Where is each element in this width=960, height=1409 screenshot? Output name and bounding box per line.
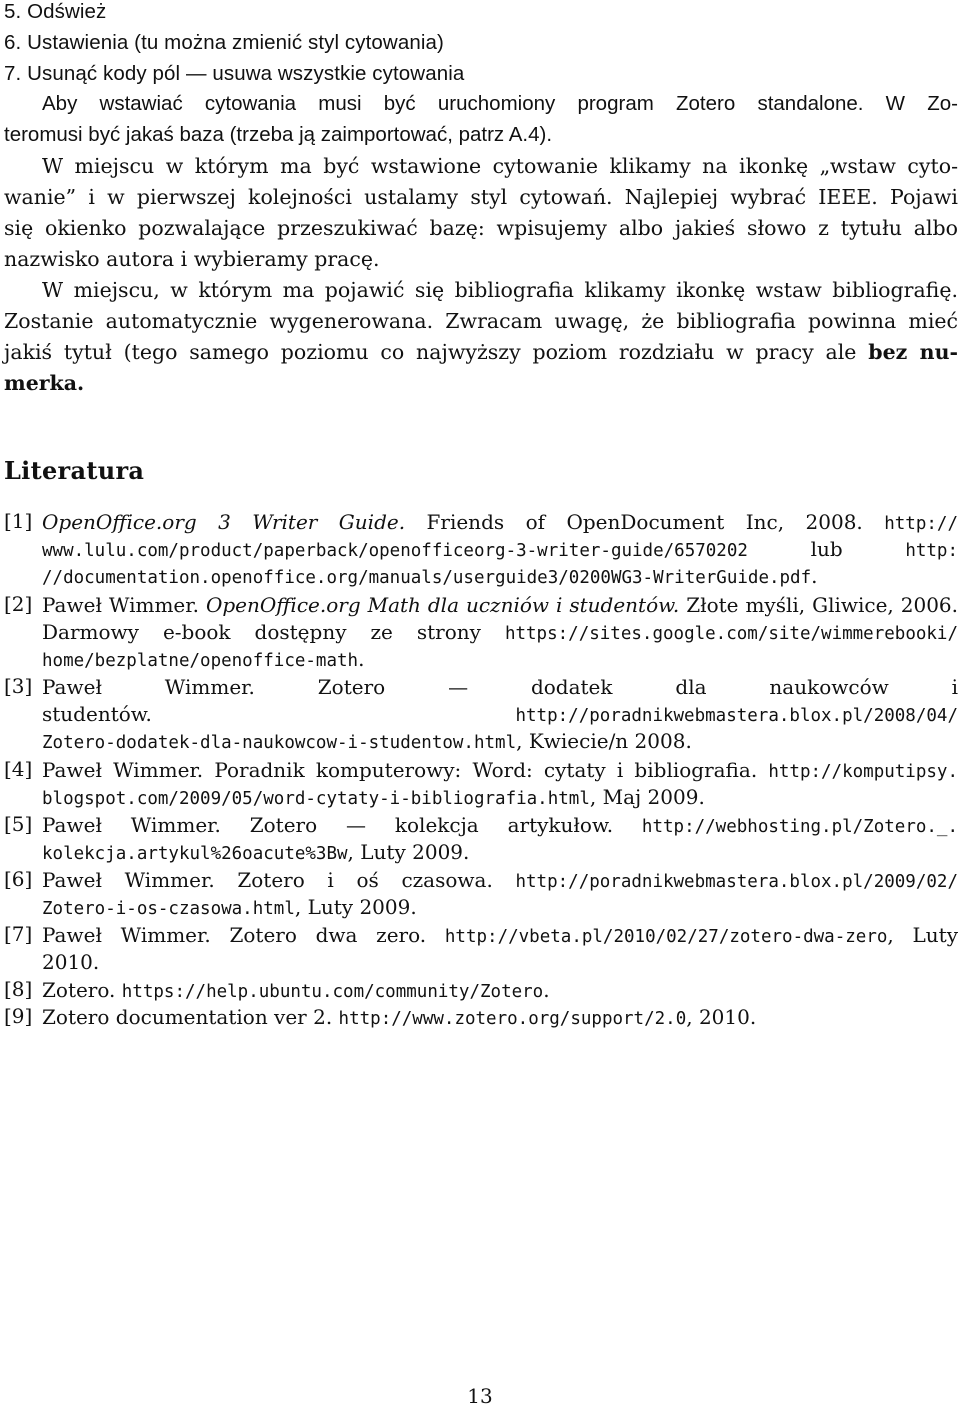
url-link[interactable]: Zotero-i-os-czasowa.html — [42, 899, 295, 919]
url-link[interactable]: http://komputipsy. — [768, 762, 958, 782]
url-link[interactable]: http://vbeta.pl/2010/02/27/zotero-dwa-zero — [444, 927, 888, 947]
paragraph-line: W miejscu w którym ma być wstawione cytowanie klikamy na ikonkę „wstaw cyto- — [42, 154, 958, 178]
url-link[interactable]: http://poradnikwebmastera.blox.pl/2009/02/ — [515, 872, 958, 892]
url-link[interactable]: //documentation.openoffice.org/manuals/userguide3/0200WG3-WriterGuide.pdf — [42, 568, 812, 588]
page-number: 13 — [467, 1384, 493, 1408]
paragraph-line: nazwisko autora i wybieramy pracę. — [4, 247, 380, 271]
url-link[interactable]: http://poradnikwebmastera.blox.pl/2008/04/ — [515, 706, 958, 726]
paragraph-line — [4, 371, 958, 395]
url-link[interactable]: http:// — [884, 514, 958, 534]
url-link[interactable]: home/bezplatne/openoffice-math — [42, 651, 359, 671]
url-link[interactable]: Zotero-dodatek-dla-naukowcow-i-studentow.html — [42, 733, 517, 753]
paragraph-line: wanie” i w pierwszej kolejności ustalamy styl cytowań. Najlepiej wybrać IEEE. Pojawi — [4, 185, 958, 209]
url-link[interactable]: blogspot.com/2009/05/word-cytaty-i-bibliografia.html — [42, 789, 590, 809]
bibliography-heading: Literatura — [4, 456, 145, 485]
url-link[interactable]: http: — [905, 541, 958, 561]
bold-text: merka. — [4, 371, 85, 395]
url-link[interactable]: kolekcja.artykul%26oacute%3Bw — [42, 844, 348, 864]
paragraph-line: Zostanie automatycznie wygenerowana. Zwracam uwagę, że bibliografia powinna mieć — [4, 309, 958, 333]
list-item: 5. Odśwież — [4, 0, 107, 23]
list-item: 7. Usunąć kody pól — usuwa wszystkie cytowania — [4, 62, 465, 85]
url-link[interactable]: https://help.ubuntu.com/community/Zotero — [121, 982, 544, 1002]
bold-text: bez nu- — [868, 340, 958, 364]
paragraph-line: się okienko pozwalające przeszukiwać bazę: wpisujemy albo jakieś słowo z tytułu albo — [4, 216, 958, 240]
paragraph-line: jakiś tytuł (tego samego poziomu co najwyższy poziom rozdziału w pracy ale bez nu- — [4, 340, 958, 364]
url-link[interactable]: http://webhosting.pl/Zotero._. — [641, 817, 958, 837]
paragraph-line: Aby wstawiać cytowania musi być uruchomiony program Zotero standalone. W Zo- — [42, 92, 958, 115]
list-item: 6. Ustawienia (tu można zmienić styl cytowania) — [4, 31, 444, 54]
paragraph-line: teromusi być jakaś baza (trzeba ją zaimportować, patrz A.4). — [4, 123, 553, 146]
url-link[interactable]: https://sites.google.com/site/wimmerebooki/ — [504, 624, 958, 644]
url-link[interactable]: http://www.zotero.org/support/2.0 — [338, 1009, 687, 1029]
document-page: 5. Odśwież 6. Ustawienia (tu można zmienić styl cytowania) 7. Usunąć kody pól — usuwa wszystkie cytowania Aby wstawiać cytowania musi być uruchomiony program Zotero standalone. W Zo- teromusi być jakaś baza (trzeba ją zaimportować, patrz A.4). W miejscu w którym ma być wstawione cytowanie klikamy na ikonkę „wstaw cyto- wanie” i w pierwszej kolejności ustalamy styl cytowań. Najlepiej wybrać IEEE. Pojawi się okienko pozwalające przeszukiwać bazę: wpisujemy albo jakieś słowo z tytułu albo nazwisko autora i wybieramy pracę. W miejscu, w którym ma pojawić się bibliografia klikamy ikonkę wstaw bibliografię. Zostanie automatycznie wygenerowana. Zwracam uwagę, że bibliografia powinna mieć jakiś tytuł (tego samego poziomu co najwyższy poziom rozdziału w pracy ale bez nu- merka. Literatura [1] OpenOffice.org 3 Writer Guide. Friends of OpenDocument Inc, 2008. http:// www.lulu.com/product/paperback/openofficeorg-3-writer-guide/6570202 lub http: //documentation.openoffice.org/manuals/userguide3/0200WG3-WriterGuide.pdf. [2] Paweł Wimmer. OpenOffice.org Math dla uczniów i studentów. Złote myśli, Gliwice, 2006. Darmowy e-book dostępny ze strony https://sites.google.com/site/wimmerebooki/ home/bezplatne/openoffice-math. [3] Paweł Wimmer. Zotero — dodatek dla naukowców i studentów. http://poradnikwebmastera.blox.pl/2008/04/ Zotero-dodatek-dla-naukowcow-i-studentow.html, Kwiecie/n 2008. [4] Paweł Wimmer. Poradnik komputerowy: Word: cytaty i bibliografia. http://komputipsy. blogspot.com/2009/05/word-cytaty-i-bibliografia.html, Maj 2009. [5] Paweł Wimmer. Zotero — kolekcja artykułow. http://webhosting.pl/Zotero._. kolekcja.artykul%26oacute%3Bw, Luty 2009. [6] Paweł Wimmer. Zotero i oś czasowa. http://poradnikwebmastera.blox.pl/2009/02/ Zotero-i-os-czasowa.html, Luty 2009. [7] Paweł Wimmer. Zotero dwa zero. http://vbeta.pl/2010/02/27/zotero-dwa-zero, Luty 2010. [8] Zotero. https://help.ubuntu.com/community/Zotero. [9] Zotero documentation ver 2. http://www.zotero.org/support/2.0, 2010. 13 — [0, 0, 960, 1409]
url-link[interactable]: www.lulu.com/product/paperback/openofficeorg-3-writer-guide/6570202 — [42, 541, 748, 561]
paragraph-line: W miejscu, w którym ma pojawić się bibliografia klikamy ikonkę wstaw bibliografię. — [42, 278, 958, 302]
